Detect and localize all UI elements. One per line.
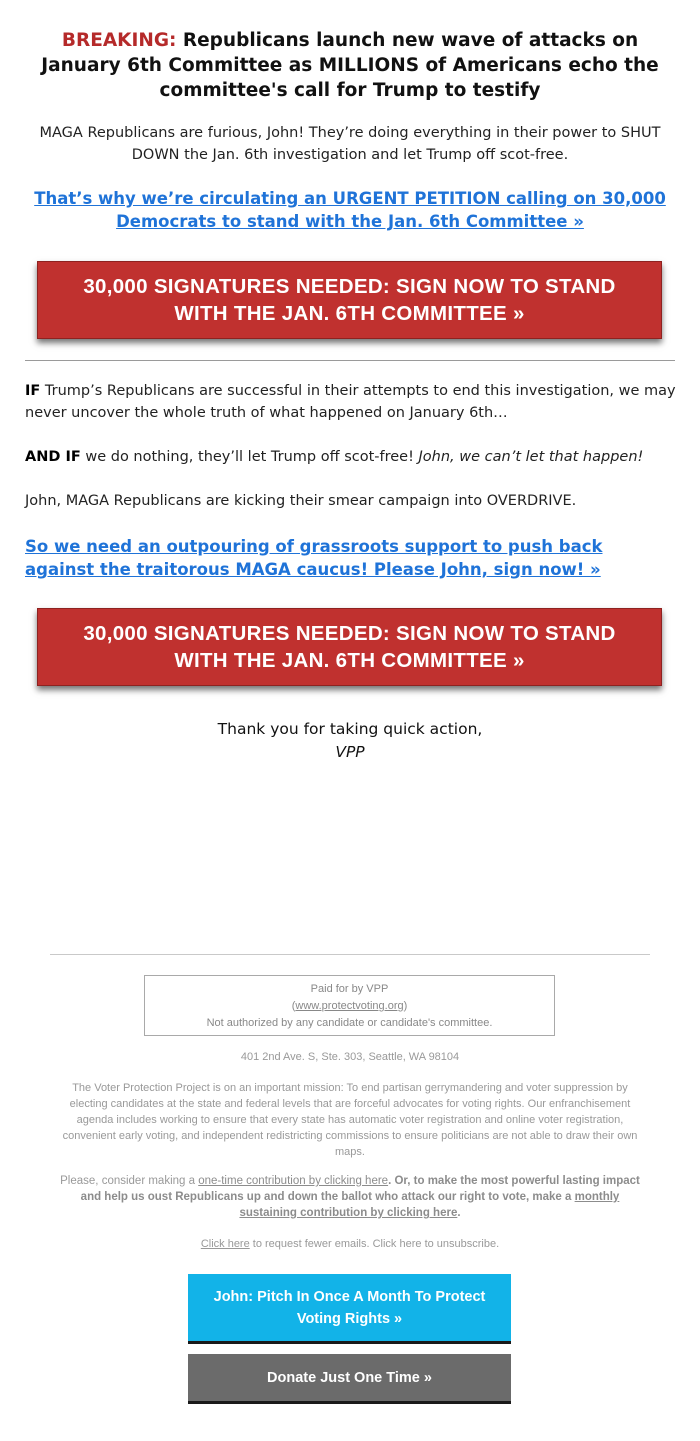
contrib-end: . [457, 1207, 461, 1219]
divider [25, 360, 675, 361]
disclaimer-text: Not authorized by any candidate or candidate's committee. [206, 1017, 493, 1029]
signature: VPP [335, 743, 365, 761]
unsubscribe-line [55, 1236, 645, 1252]
body-paragraph-3: John, MAGA Republicans are kicking their smear campaign into OVERDRIVE. [25, 493, 577, 509]
paren-open: ( [291, 1000, 296, 1012]
signoff [0, 718, 700, 764]
and-if-lead: AND IF [25, 449, 81, 465]
petition-link[interactable]: That’s why we’re circulating an URGENT PETITION calling on 30,000 Democrats to stand with the Jan. 6th Committee » [34, 189, 666, 231]
sign-petition-button-bottom[interactable]: 30,000 SIGNATURES NEEDED: SIGN NOW TO STAND WITH THE JAN. 6TH COMMITTEE » [37, 608, 662, 686]
fewer-emails-link[interactable]: Click here [200, 1238, 250, 1250]
body-paragraph-1 [25, 380, 680, 424]
contrib-pre: Please, consider making a [60, 1175, 199, 1187]
thanks-text: Thank you for taking quick action, [217, 720, 483, 738]
paren-close: ) [403, 1000, 408, 1012]
p2-text: we do nothing, they’ll let Trump off scot-free! [80, 449, 419, 465]
monthly-contribution-link[interactable]: monthly sustaining contribution by clicking here [239, 1191, 620, 1219]
paid-for-text: Paid for by VPP [310, 983, 389, 995]
if-lead: IF [25, 383, 41, 399]
one-time-contribution-link[interactable]: one-time contribution by clicking here [198, 1175, 389, 1187]
paid-for-box [144, 975, 555, 1036]
site-line [145, 998, 554, 1015]
mission-statement: The Voter Protection Project is on an important mission: To end partisan gerrymandering and voter suppression by electing candidates at the state and federal levels that are forceful advocates for voting rights. Our enfranchisement agenda includes working to ensure that every state has automatic voter registration and online voter registration, convenient early voting, and independent redistricting commissions to ensure politicians are not able to draw their own maps. [62, 1082, 638, 1158]
one-time-donate-button[interactable]: Donate Just One Time » [188, 1354, 511, 1404]
support-link[interactable]: So we need an outpouring of grassroots support to push back against the traitorous MAGA caucus! Please John, sign now! » [25, 537, 603, 579]
site-link[interactable]: www.protectvoting.org [295, 1000, 404, 1012]
sign-petition-button-top[interactable]: 30,000 SIGNATURES NEEDED: SIGN NOW TO STAND WITH THE JAN. 6TH COMMITTEE » [37, 261, 662, 339]
address: 401 2nd Ave. S, Ste. 303, Seattle, WA 98104 [240, 1051, 460, 1063]
p2-italic: John, we can’t let that happen! [418, 449, 644, 465]
p1-text: Trump’s Republicans are successful in their attempts to end this investigation, we may never uncover the whole truth of what happened on January 6th… [25, 383, 676, 421]
monthly-donate-button[interactable]: John: Pitch In Once A Month To Protect Voting Rights » [188, 1274, 511, 1344]
body-paragraph-2 [25, 446, 680, 468]
intro-paragraph: MAGA Republicans are furious, John! They’re doing everything in their power to SHUT DOWN the Jan. 6th investigation and let Trump off scot-free. [39, 125, 661, 163]
contrib-mid: . Or, to make the most powerful lasting impact and help us oust Republicans up and down the ballot who attack our right to vote, make a [80, 1175, 640, 1203]
headline [30, 28, 670, 103]
unsub-text: to request fewer emails. Click here to unsubscribe. [249, 1238, 500, 1250]
headline-text: Republicans launch new wave of attacks on January 6th Committee as MILLIONS of Americans echo the committee's call for Trump to testify [41, 30, 659, 101]
footer-divider [50, 954, 650, 955]
contribution-text [55, 1173, 645, 1221]
breaking-label: BREAKING: [61, 30, 177, 51]
